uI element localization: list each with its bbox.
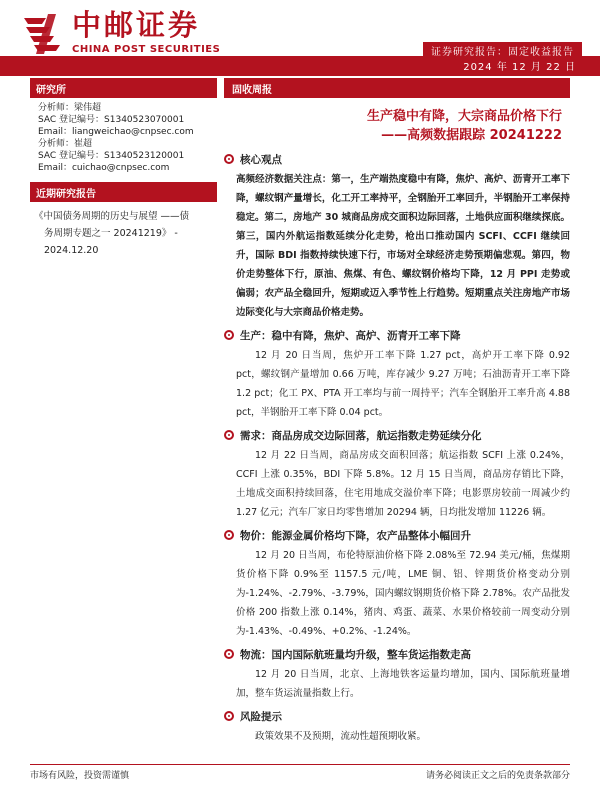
analyst-line: 分析师：梁伟超 bbox=[38, 103, 102, 113]
recent-report-line: 务周期专题之一 20241219》 - bbox=[44, 228, 178, 239]
section-heading bbox=[224, 709, 570, 727]
section-body: 12 月 20 日当周，焦炉开工率下降 1.27 pct，高炉开工率下降 0.92 pct，螺纹钢产量增加 0.66 万吨，库存减少 9.27 万吨；石油沥青开工率下降 1.2 pct；化工 PX、PTA 开工率均与前一周持平；汽车全钢胎开工率升高 4.88 pct，半钢胎开工率下降 0.04 pct。 bbox=[236, 350, 570, 418]
bullet-icon bbox=[224, 330, 234, 340]
analyst-line: SAC 登记编号：S1340523120001 bbox=[38, 151, 185, 161]
section-title: 风险提示 bbox=[240, 711, 282, 723]
section-title: 核心观点 bbox=[240, 154, 282, 166]
recent-reports-label: 近期研究报告 bbox=[30, 182, 217, 202]
section-body: 12 月 22 日当周，商品房成交面积回落；航运指数 SCFI 上涨 0.24%，CCFI 上涨 0.35%，BDI 下降 5.8%。12 月 15 日当周，商品房存销比下降，土地成交面积持续回落，住宅用地成交溢价率下降；电影票房较前一周减少约 1.27 亿元；汽车厂家日均零售增加 20294 辆，日均批发增加 11226 辆。 bbox=[236, 450, 570, 518]
section-heading bbox=[224, 647, 570, 665]
report-title: 生产稳中有降，大宗商品价格下行 bbox=[366, 109, 562, 124]
section-title: 物流：国内国际航班量均升级，整车货运指数走高 bbox=[240, 649, 471, 661]
section-body: 12 月 20 日当周，布伦特原油价格下降 2.08%至 72.94 美元/桶，焦煤期货价格下降 0.9%至 1157.5 元/吨，LME 铜、铝、锌期货价格变动分别为-1.24%、-2.79%、-3.79%，国内螺纹钢期货价格下降 2.78%。农产品批发价格 200 指数上涨 0.14%，猪肉、鸡蛋、蔬菜、水果价格较前一周变动分别为-1.43%、-0.49%、+0.2%、-1.24%。 bbox=[236, 550, 570, 637]
analyst-email[interactable]: Email：cuichao@cnpsec.com bbox=[38, 163, 170, 173]
recent-report-line: 《中国债务周期的历史与展望 ——债 bbox=[34, 211, 190, 222]
section-heading bbox=[224, 328, 570, 346]
bullet-icon bbox=[224, 649, 234, 659]
footer-disclaimer: 请务必阅读正文之后的免责条款部分 bbox=[425, 771, 570, 781]
section-body: 12 月 20 日当周，北京、上海地铁客运量均增加，国内、国际航班量增加，整车货运流量指数上行。 bbox=[236, 669, 570, 699]
bullet-icon bbox=[224, 530, 234, 540]
institute-label: 研究所 bbox=[30, 78, 217, 98]
analyst-email[interactable]: Email：liangweichao@cnpsec.com bbox=[38, 127, 194, 137]
report-subtitle: ——高频数据跟踪 20241222 bbox=[381, 128, 562, 143]
section-body: 政策效果不及预期，流动性超预期收紧。 bbox=[255, 731, 427, 742]
bullet-icon bbox=[224, 430, 234, 440]
report-category-tag: 固收周报 bbox=[224, 78, 570, 98]
sidebar bbox=[30, 78, 217, 259]
logo-text-en: CHINA POST SECURITIES bbox=[72, 44, 221, 55]
section-heading bbox=[224, 528, 570, 546]
section-title: 生产：稳中有降，焦炉、高炉、沥青开工率下降 bbox=[240, 330, 461, 342]
section-title: 需求：商品房成交边际回落，航运指数走势延续分化 bbox=[240, 430, 482, 442]
footer-divider bbox=[30, 764, 570, 765]
company-logo bbox=[20, 8, 260, 60]
section-title: 物价：能源金属价格均下降，农产品整体小幅回升 bbox=[240, 530, 471, 542]
section-heading bbox=[224, 152, 570, 170]
logo-text-cn: 中邮证券 bbox=[72, 8, 201, 42]
footer-risk-notice: 市场有风险，投资需谨慎 bbox=[30, 771, 130, 781]
china-post-logo-icon bbox=[20, 10, 64, 54]
report-date: 2024 年 12 月 22 日 bbox=[463, 62, 576, 73]
bullet-icon bbox=[224, 154, 234, 164]
bullet-icon bbox=[224, 711, 234, 721]
analyst-info bbox=[30, 98, 217, 176]
recent-report-date: 2024.12.20 bbox=[44, 245, 99, 256]
analyst-line: 分析师：崔超 bbox=[38, 139, 93, 149]
report-type-label: 证券研究报告：固定收益报告 bbox=[423, 42, 582, 59]
section-heading bbox=[224, 428, 570, 446]
recent-report-link[interactable] bbox=[30, 202, 217, 259]
analyst-line: SAC 登记编号：S1340523070001 bbox=[38, 115, 185, 125]
core-view-text: 高频经济数据关注点：第一，生产端热度稳中有降，焦炉、高炉、沥青开工率下降，螺纹钢产量增长，化工开工率持平，全钢胎开工率回升，半钢胎开工率保持稳定。第二，房地产 30 城商品房成交面积边际回落，土地供应面积继续探底。第三，国内外航运指数延续分化走势，枪出口推动国内 SCFI、CCFI 继续回升，国际 BDI 指数持续快速下行，市场对全球经济走势预期偏悲观。第四，物价走势整体下行，原油、焦煤、有色、螺纹钢价格均下降，12 月 PPI 走势或偏弱；农产品全稳回升，短期或迈入季节性上行趋势。短期重点关注房地产市场边际变化与大宗商品价格走势。 bbox=[236, 174, 570, 318]
main-content bbox=[224, 78, 570, 746]
